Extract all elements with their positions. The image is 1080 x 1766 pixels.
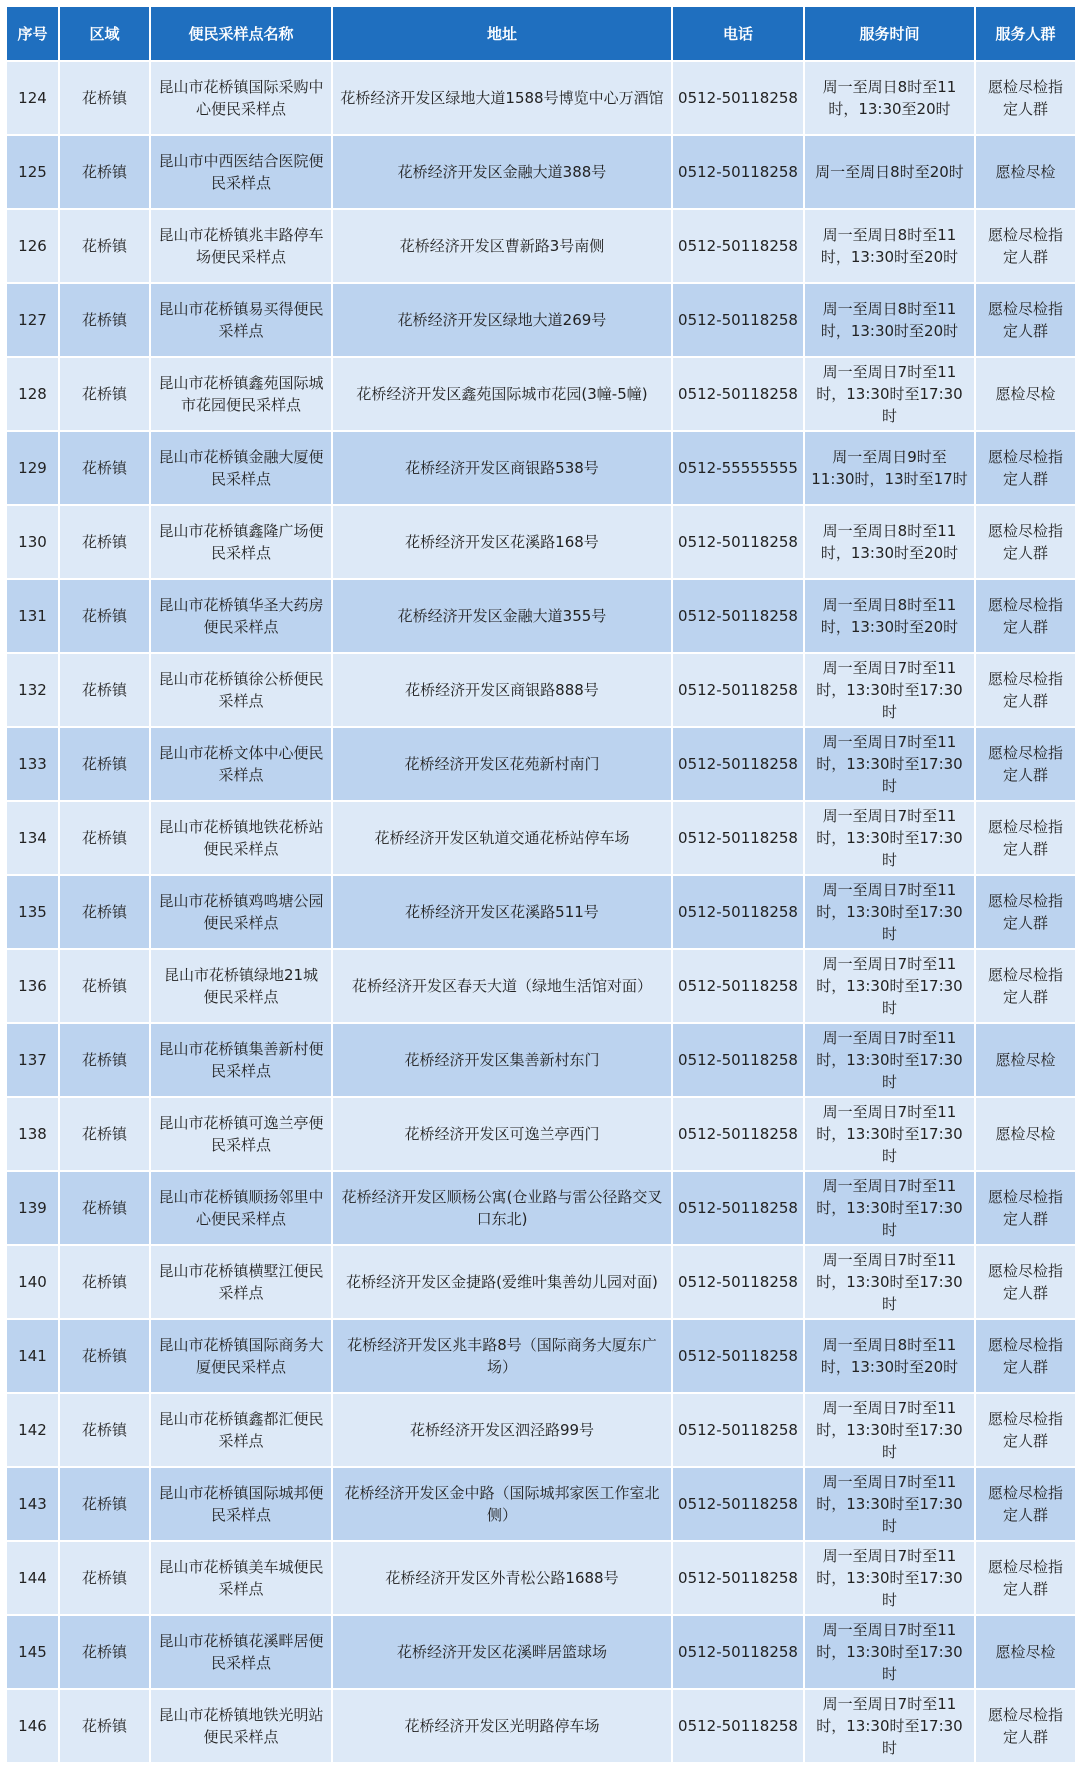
service-time-cell: 周一至周日8时至11时，13:30时至20时 bbox=[804, 579, 975, 653]
phone-cell: 0512-50118258 bbox=[672, 1023, 804, 1097]
serial-cell: 144 bbox=[6, 1541, 59, 1615]
table-row bbox=[6, 1097, 1076, 1171]
table-header bbox=[6, 6, 1076, 61]
service-group-cell: 愿检尽检指定人群 bbox=[975, 875, 1076, 949]
table-row bbox=[6, 801, 1076, 875]
service-time-cell: 周一至周日7时至11时，13:30时至17:30时 bbox=[804, 949, 975, 1023]
table-row bbox=[6, 949, 1076, 1023]
service-group-cell: 愿检尽检指定人群 bbox=[975, 1541, 1076, 1615]
site-name-cell: 昆山市花桥镇鸡鸣塘公园便民采样点 bbox=[150, 875, 332, 949]
address-cell: 花桥经济开发区花溪路168号 bbox=[332, 505, 672, 579]
service-group-cell: 愿检尽检指定人群 bbox=[975, 505, 1076, 579]
table-row bbox=[6, 1023, 1076, 1097]
serial-cell: 131 bbox=[6, 579, 59, 653]
region-cell: 花桥镇 bbox=[59, 1615, 150, 1689]
region-cell: 花桥镇 bbox=[59, 1097, 150, 1171]
region-cell: 花桥镇 bbox=[59, 579, 150, 653]
serial-cell: 140 bbox=[6, 1245, 59, 1319]
region-cell: 花桥镇 bbox=[59, 1541, 150, 1615]
region-cell: 花桥镇 bbox=[59, 505, 150, 579]
phone-cell: 0512-50118258 bbox=[672, 357, 804, 431]
service-group-cell: 愿检尽检指定人群 bbox=[975, 1467, 1076, 1541]
region-cell: 花桥镇 bbox=[59, 1245, 150, 1319]
serial-cell: 146 bbox=[6, 1689, 59, 1763]
region-cell: 花桥镇 bbox=[59, 801, 150, 875]
address-cell: 花桥经济开发区花苑新村南门 bbox=[332, 727, 672, 801]
serial-cell: 128 bbox=[6, 357, 59, 431]
address-cell: 花桥经济开发区集善新村东门 bbox=[332, 1023, 672, 1097]
table-row bbox=[6, 135, 1076, 209]
serial-cell: 125 bbox=[6, 135, 59, 209]
phone-cell: 0512-50118258 bbox=[672, 1171, 804, 1245]
site-name-cell: 昆山市花桥镇兆丰路停车场便民采样点 bbox=[150, 209, 332, 283]
region-cell: 花桥镇 bbox=[59, 357, 150, 431]
region-cell: 花桥镇 bbox=[59, 1689, 150, 1763]
phone-cell: 0512-50118258 bbox=[672, 653, 804, 727]
phone-cell: 0512-50118258 bbox=[672, 1245, 804, 1319]
site-name-cell: 昆山市花桥镇金融大厦便民采样点 bbox=[150, 431, 332, 505]
serial-cell: 136 bbox=[6, 949, 59, 1023]
table-row bbox=[6, 875, 1076, 949]
service-time-cell: 周一至周日7时至11时，13:30时至17:30时 bbox=[804, 1097, 975, 1171]
serial-cell: 130 bbox=[6, 505, 59, 579]
serial-cell: 129 bbox=[6, 431, 59, 505]
site-name-cell: 昆山市花桥镇花溪畔居便民采样点 bbox=[150, 1615, 332, 1689]
phone-cell: 0512-50118258 bbox=[672, 61, 804, 135]
header-serial: 序号 bbox=[6, 6, 59, 61]
table-row bbox=[6, 1615, 1076, 1689]
region-cell: 花桥镇 bbox=[59, 653, 150, 727]
service-time-cell: 周一至周日7时至11时，13:30时至17:30时 bbox=[804, 653, 975, 727]
table-row bbox=[6, 1393, 1076, 1467]
phone-cell: 0512-50118258 bbox=[672, 801, 804, 875]
service-time-cell: 周一至周日8时至11时，13:30时至20时 bbox=[804, 505, 975, 579]
address-cell: 花桥经济开发区外青松公路1688号 bbox=[332, 1541, 672, 1615]
phone-cell: 0512-50118258 bbox=[672, 579, 804, 653]
service-time-cell: 周一至周日8时至20时 bbox=[804, 135, 975, 209]
service-time-cell: 周一至周日7时至11时，13:30时至17:30时 bbox=[804, 1541, 975, 1615]
address-cell: 花桥经济开发区金融大道355号 bbox=[332, 579, 672, 653]
site-name-cell: 昆山市花桥镇横墅江便民采样点 bbox=[150, 1245, 332, 1319]
serial-cell: 139 bbox=[6, 1171, 59, 1245]
region-cell: 花桥镇 bbox=[59, 1171, 150, 1245]
region-cell: 花桥镇 bbox=[59, 135, 150, 209]
service-group-cell: 愿检尽检指定人群 bbox=[975, 1689, 1076, 1763]
table-row bbox=[6, 505, 1076, 579]
site-name-cell: 昆山市花桥镇地铁光明站便民采样点 bbox=[150, 1689, 332, 1763]
service-time-cell: 周一至周日7时至11时，13:30时至17:30时 bbox=[804, 1393, 975, 1467]
region-cell: 花桥镇 bbox=[59, 283, 150, 357]
serial-cell: 135 bbox=[6, 875, 59, 949]
service-group-cell: 愿检尽检指定人群 bbox=[975, 1393, 1076, 1467]
service-group-cell: 愿检尽检指定人群 bbox=[975, 209, 1076, 283]
service-group-cell: 愿检尽检指定人群 bbox=[975, 61, 1076, 135]
service-time-cell: 周一至周日7时至11时，13:30时至17:30时 bbox=[804, 1023, 975, 1097]
region-cell: 花桥镇 bbox=[59, 1319, 150, 1393]
serial-cell: 124 bbox=[6, 61, 59, 135]
address-cell: 花桥经济开发区花溪畔居篮球场 bbox=[332, 1615, 672, 1689]
site-name-cell: 昆山市中西医结合医院便民采样点 bbox=[150, 135, 332, 209]
serial-cell: 134 bbox=[6, 801, 59, 875]
service-group-cell: 愿检尽检指定人群 bbox=[975, 1245, 1076, 1319]
site-name-cell: 昆山市花桥文体中心便民采样点 bbox=[150, 727, 332, 801]
phone-cell: 0512-50118258 bbox=[672, 505, 804, 579]
serial-cell: 133 bbox=[6, 727, 59, 801]
phone-cell: 0512-50118258 bbox=[672, 1467, 804, 1541]
service-group-cell: 愿检尽检指定人群 bbox=[975, 727, 1076, 801]
site-name-cell: 昆山市花桥镇美车城便民采样点 bbox=[150, 1541, 332, 1615]
region-cell: 花桥镇 bbox=[59, 1467, 150, 1541]
service-group-cell: 愿检尽检 bbox=[975, 1615, 1076, 1689]
region-cell: 花桥镇 bbox=[59, 875, 150, 949]
site-name-cell: 昆山市花桥镇国际采购中心便民采样点 bbox=[150, 61, 332, 135]
service-group-cell: 愿检尽检 bbox=[975, 357, 1076, 431]
service-group-cell: 愿检尽检指定人群 bbox=[975, 579, 1076, 653]
site-name-cell: 昆山市花桥镇绿地21城便民采样点 bbox=[150, 949, 332, 1023]
service-group-cell: 愿检尽检 bbox=[975, 1097, 1076, 1171]
phone-cell: 0512-55555555 bbox=[672, 431, 804, 505]
service-time-cell: 周一至周日7时至11时，13:30时至17:30时 bbox=[804, 1171, 975, 1245]
address-cell: 花桥经济开发区泗泾路99号 bbox=[332, 1393, 672, 1467]
table-row bbox=[6, 1171, 1076, 1245]
address-cell: 花桥经济开发区绿地大道1588号博览中心万酒馆 bbox=[332, 61, 672, 135]
serial-cell: 127 bbox=[6, 283, 59, 357]
service-time-cell: 周一至周日7时至11时，13:30时至17:30时 bbox=[804, 875, 975, 949]
site-name-cell: 昆山市花桥镇可逸兰亭便民采样点 bbox=[150, 1097, 332, 1171]
table-row bbox=[6, 1245, 1076, 1319]
table-row bbox=[6, 357, 1076, 431]
table-body bbox=[6, 61, 1076, 1763]
header-service-group: 服务人群 bbox=[975, 6, 1076, 61]
service-group-cell: 愿检尽检指定人群 bbox=[975, 949, 1076, 1023]
phone-cell: 0512-50118258 bbox=[672, 283, 804, 357]
phone-cell: 0512-50118258 bbox=[672, 1615, 804, 1689]
site-name-cell: 昆山市花桥镇地铁花桥站便民采样点 bbox=[150, 801, 332, 875]
address-cell: 花桥经济开发区商银路888号 bbox=[332, 653, 672, 727]
service-time-cell: 周一至周日8时至11时，13:30至20时 bbox=[804, 61, 975, 135]
sampling-points-table-container bbox=[5, 5, 1075, 1764]
serial-cell: 137 bbox=[6, 1023, 59, 1097]
address-cell: 花桥经济开发区金捷路(爱维叶集善幼儿园对面) bbox=[332, 1245, 672, 1319]
address-cell: 花桥经济开发区顺杨公寓(仓业路与雷公径路交叉口东北) bbox=[332, 1171, 672, 1245]
phone-cell: 0512-50118258 bbox=[672, 875, 804, 949]
site-name-cell: 昆山市花桥镇华圣大药房便民采样点 bbox=[150, 579, 332, 653]
site-name-cell: 昆山市花桥镇徐公桥便民采样点 bbox=[150, 653, 332, 727]
header-region: 区域 bbox=[59, 6, 150, 61]
address-cell: 花桥经济开发区金中路（国际城邦家医工作室北侧） bbox=[332, 1467, 672, 1541]
region-cell: 花桥镇 bbox=[59, 1023, 150, 1097]
serial-cell: 132 bbox=[6, 653, 59, 727]
address-cell: 花桥经济开发区商银路538号 bbox=[332, 431, 672, 505]
table-row bbox=[6, 727, 1076, 801]
phone-cell: 0512-50118258 bbox=[672, 1097, 804, 1171]
table-row bbox=[6, 1319, 1076, 1393]
address-cell: 花桥经济开发区曹新路3号南侧 bbox=[332, 209, 672, 283]
site-name-cell: 昆山市花桥镇国际城邦便民采样点 bbox=[150, 1467, 332, 1541]
service-group-cell: 愿检尽检指定人群 bbox=[975, 653, 1076, 727]
service-group-cell: 愿检尽检 bbox=[975, 1023, 1076, 1097]
phone-cell: 0512-50118258 bbox=[672, 1393, 804, 1467]
address-cell: 花桥经济开发区可逸兰亭西门 bbox=[332, 1097, 672, 1171]
site-name-cell: 昆山市花桥镇顺扬邻里中心便民采样点 bbox=[150, 1171, 332, 1245]
phone-cell: 0512-50118258 bbox=[672, 1541, 804, 1615]
service-time-cell: 周一至周日7时至11时，13:30时至17:30时 bbox=[804, 1467, 975, 1541]
site-name-cell: 昆山市花桥镇鑫苑国际城市花园便民采样点 bbox=[150, 357, 332, 431]
header-phone: 电话 bbox=[672, 6, 804, 61]
service-time-cell: 周一至周日7时至11时，13:30时至17:30时 bbox=[804, 1245, 975, 1319]
phone-cell: 0512-50118258 bbox=[672, 135, 804, 209]
service-time-cell: 周一至周日7时至11时，13:30时至17:30时 bbox=[804, 357, 975, 431]
serial-cell: 145 bbox=[6, 1615, 59, 1689]
address-cell: 花桥经济开发区兆丰路8号（国际商务大厦东广场） bbox=[332, 1319, 672, 1393]
address-cell: 花桥经济开发区金融大道388号 bbox=[332, 135, 672, 209]
service-group-cell: 愿检尽检指定人群 bbox=[975, 1319, 1076, 1393]
region-cell: 花桥镇 bbox=[59, 727, 150, 801]
service-time-cell: 周一至周日8时至11时，13:30时至20时 bbox=[804, 1319, 975, 1393]
service-time-cell: 周一至周日7时至11时，13:30时至17:30时 bbox=[804, 727, 975, 801]
table-row bbox=[6, 1689, 1076, 1763]
header-row bbox=[6, 6, 1076, 61]
service-time-cell: 周一至周日8时至11时，13:30时至20时 bbox=[804, 209, 975, 283]
address-cell: 花桥经济开发区鑫苑国际城市花园(3幢-5幢) bbox=[332, 357, 672, 431]
site-name-cell: 昆山市花桥镇集善新村便民采样点 bbox=[150, 1023, 332, 1097]
service-group-cell: 愿检尽检指定人群 bbox=[975, 431, 1076, 505]
site-name-cell: 昆山市花桥镇易买得便民采样点 bbox=[150, 283, 332, 357]
region-cell: 花桥镇 bbox=[59, 209, 150, 283]
phone-cell: 0512-50118258 bbox=[672, 1319, 804, 1393]
serial-cell: 126 bbox=[6, 209, 59, 283]
table-row bbox=[6, 61, 1076, 135]
table-row bbox=[6, 579, 1076, 653]
service-time-cell: 周一至周日8时至11时，13:30时至20时 bbox=[804, 283, 975, 357]
service-time-cell: 周一至周日9时至11:30时，13时至17时 bbox=[804, 431, 975, 505]
table-row bbox=[6, 209, 1076, 283]
address-cell: 花桥经济开发区花溪路511号 bbox=[332, 875, 672, 949]
table-row bbox=[6, 1467, 1076, 1541]
site-name-cell: 昆山市花桥镇鑫都汇便民采样点 bbox=[150, 1393, 332, 1467]
region-cell: 花桥镇 bbox=[59, 1393, 150, 1467]
region-cell: 花桥镇 bbox=[59, 61, 150, 135]
site-name-cell: 昆山市花桥镇鑫隆广场便民采样点 bbox=[150, 505, 332, 579]
phone-cell: 0512-50118258 bbox=[672, 209, 804, 283]
serial-cell: 143 bbox=[6, 1467, 59, 1541]
service-group-cell: 愿检尽检指定人群 bbox=[975, 801, 1076, 875]
address-cell: 花桥经济开发区绿地大道269号 bbox=[332, 283, 672, 357]
table-row bbox=[6, 653, 1076, 727]
header-service-time: 服务时间 bbox=[804, 6, 975, 61]
region-cell: 花桥镇 bbox=[59, 949, 150, 1023]
phone-cell: 0512-50118258 bbox=[672, 727, 804, 801]
table-row bbox=[6, 1541, 1076, 1615]
phone-cell: 0512-50118258 bbox=[672, 1689, 804, 1763]
region-cell: 花桥镇 bbox=[59, 431, 150, 505]
service-group-cell: 愿检尽检 bbox=[975, 135, 1076, 209]
service-time-cell: 周一至周日7时至11时，13:30时至17:30时 bbox=[804, 1689, 975, 1763]
serial-cell: 142 bbox=[6, 1393, 59, 1467]
site-name-cell: 昆山市花桥镇国际商务大厦便民采样点 bbox=[150, 1319, 332, 1393]
table-row bbox=[6, 431, 1076, 505]
address-cell: 花桥经济开发区春天大道（绿地生活馆对面） bbox=[332, 949, 672, 1023]
address-cell: 花桥经济开发区轨道交通花桥站停车场 bbox=[332, 801, 672, 875]
service-time-cell: 周一至周日7时至11时，13:30时至17:30时 bbox=[804, 1615, 975, 1689]
service-group-cell: 愿检尽检指定人群 bbox=[975, 283, 1076, 357]
sampling-points-table bbox=[5, 5, 1077, 1764]
serial-cell: 138 bbox=[6, 1097, 59, 1171]
header-address: 地址 bbox=[332, 6, 672, 61]
service-time-cell: 周一至周日7时至11时，13:30时至17:30时 bbox=[804, 801, 975, 875]
serial-cell: 141 bbox=[6, 1319, 59, 1393]
table-row bbox=[6, 283, 1076, 357]
service-group-cell: 愿检尽检指定人群 bbox=[975, 1171, 1076, 1245]
header-site-name: 便民采样点名称 bbox=[150, 6, 332, 61]
phone-cell: 0512-50118258 bbox=[672, 949, 804, 1023]
address-cell: 花桥经济开发区光明路停车场 bbox=[332, 1689, 672, 1763]
